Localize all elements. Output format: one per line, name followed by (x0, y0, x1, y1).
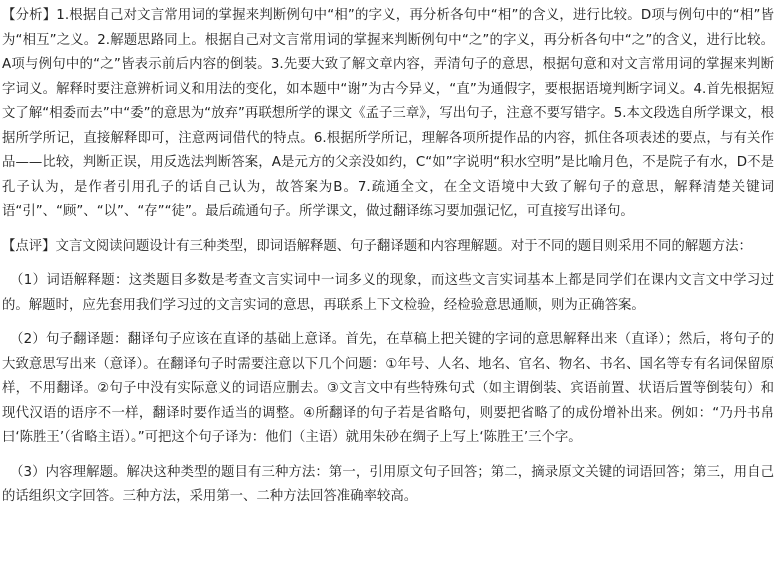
comment-item-1-paragraph: （1）词语解释题：这类题目多数是考查文言实词中一词多义的现象，而这些文言实词基本上都是同学们在课内文言文中学习过的。解题时，应先套用我们学习过的文言实词的意思，再联系上下文检验，经检验意思通顺，则为正确答案。 (2, 273, 774, 313)
section-gap (2, 259, 774, 269)
comment-item-2-paragraph: （2）句子翻译题：翻译句子应该在直译的基础上意译。首先，在草稿上把关键的字词的意思解释出来（直译）；然后，将句子的大致意思写出来（意译）。在翻译句子时需要注意以下几个问题：①年号、人名、地名、官名、物名、书名、国名等专有名词保留原样，不用翻译。②句子中没有实际意义的词语应删去。③文言文中有些特殊句式（如主谓倒装、宾语前置、状语后置等倒装句）和现代汉语的语序不一样，翻译时要作适当的调整。④所翻译的句子若是省略句，则要把省略了的成份增补出来。例如：“乃丹书帛曰‘陈胜王’（省略主语）。”可把这个句子译为：他们（主语）就用朱砂在绸子上写上‘陈胜王’三个字。 (2, 332, 774, 445)
section-gap (2, 318, 774, 328)
section-gap (2, 451, 774, 461)
analysis-paragraph: 【分析】1.根据自己对文言常用词的掌握来判断例句中“相”的字义，再分析各句中“相”的含义，进行比较。D项与例句中的“相”皆为“相互”之义。2.解题思路同上。根据自己对文言常用词的掌握来判断例句中“之”的字义，再分析各句中“之”的含义，进行比较。A项与例句中的“之”皆表示前后内容的倒装。3.先要大致了解文章内容，弄清句子的意思，根据句意和对文言常用词的掌握来判断字词义。解释时要注意辨析词义和用法的变化，如本题中“谢”为古今异义，“直”为通假字，要根据语境判断字词义。4.首先根据短文了解“相委而去”中“委”的意思为“放弃”再联想所学的课文《孟子三章》，写出句子，注意不要写错字。5.本文段选自所学课文，根据所学所记，直接解释即可，注意两词借代的特点。6.根据所学所记，理解各项所提作品的内容，抓住各项表述的要点，与有关作品——比较，判断正误，用反选法判断答案，A是元方的父亲没如约，C“如”字说明“积水空明”是比喻月色，不是院子有水，D不是孔子认为，是作者引用孔子的话自己认为，故答案为B。7.疏通全文，在全文语境中大致了解句子的意思，解释清楚关键词语“引”、“顾”、“以”、“存”“徒”。最后疏通句子。所学课文，做过翻译练习要加强记忆，可直接写出译句。 (2, 8, 774, 219)
comment-item-3-paragraph: （3）内容理解题。解决这种类型的题目有三种方法：第一，引用原文句子回答；第二，摘录原文关键的词语回答；第三，用自己的话组织文字回答。三种方法，采用第一、二种方法回答准确率较高。 (2, 464, 774, 504)
section-gap (2, 225, 774, 235)
comment-intro-paragraph: 【点评】文言文阅读问题设计有三种类型，即词语解释题、句子翻译题和内容理解题。对于不同的题目则采用不同的解题方法： (2, 238, 752, 254)
